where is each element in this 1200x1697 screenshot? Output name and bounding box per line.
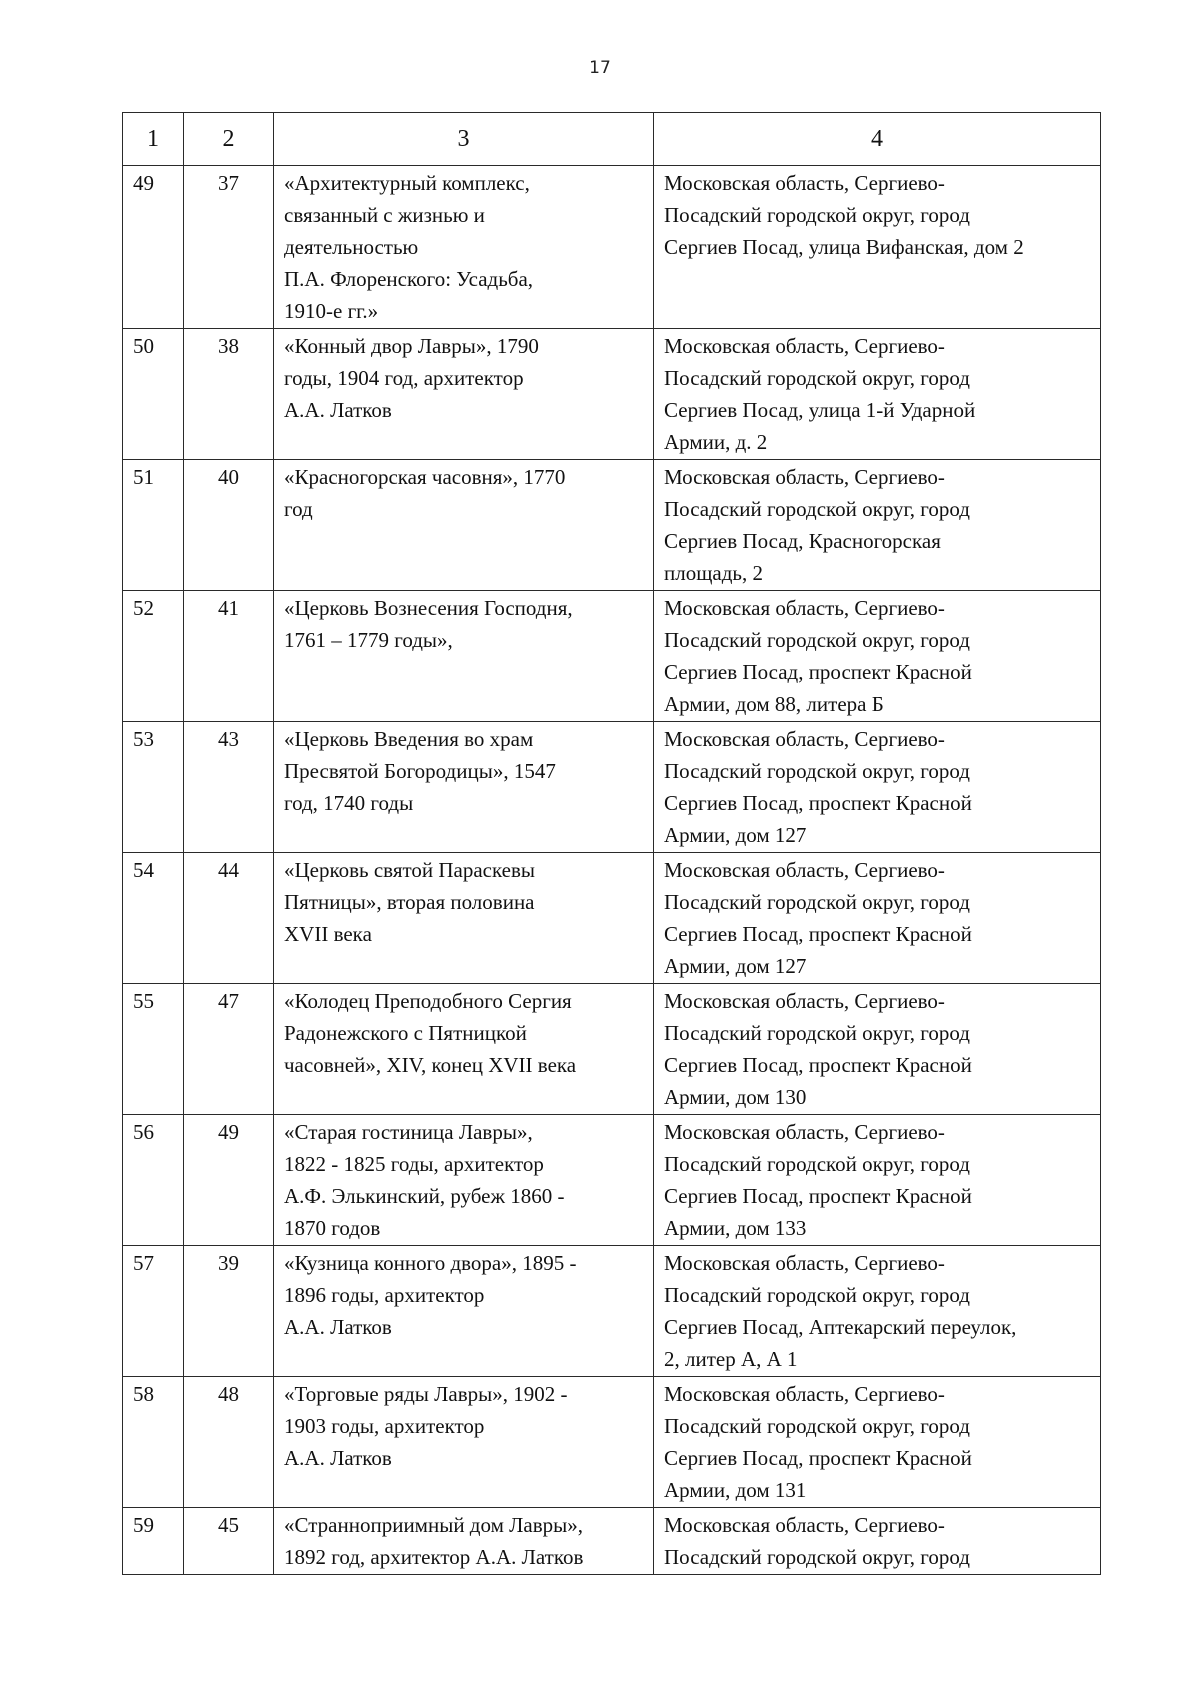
heritage-objects-table	[122, 112, 1101, 1575]
object-address-cell: Московская область, Сергиево- Посадский городской округ, город Сергиев Посад, проспект Красной Армии, дом 88, литера Б	[654, 591, 1101, 722]
table-header	[123, 113, 1101, 166]
object-number-cell: 37	[184, 166, 274, 329]
row-number-cell: 54	[123, 853, 184, 984]
table-row	[123, 722, 1101, 853]
object-address-cell: Московская область, Сергиево- Посадский городской округ, город Сергиев Посад, Красногорская площадь, 2	[654, 460, 1101, 591]
object-address-cell: Московская область, Сергиево- Посадский городской округ, город Сергиев Посад, проспект Красной Армии, дом 127	[654, 722, 1101, 853]
object-address-cell: Московская область, Сергиево- Посадский городской округ, город Сергиев Посад, проспект Красной Армии, дом 127	[654, 853, 1101, 984]
column-header-4: 4	[654, 113, 1101, 166]
object-address-cell: Московская область, Сергиево- Посадский городской округ, город	[654, 1508, 1101, 1575]
object-number-cell: 41	[184, 591, 274, 722]
table-row	[123, 460, 1101, 591]
object-number-cell: 44	[184, 853, 274, 984]
column-header-1: 1	[123, 113, 184, 166]
row-number-cell: 56	[123, 1115, 184, 1246]
row-number-cell: 51	[123, 460, 184, 591]
table-row	[123, 1115, 1101, 1246]
table-row	[123, 591, 1101, 722]
object-address-cell: Московская область, Сергиево- Посадский городской округ, город Сергиев Посад, улица 1-й Ударной Армии, д. 2	[654, 329, 1101, 460]
object-number-cell: 40	[184, 460, 274, 591]
column-header-2: 2	[184, 113, 274, 166]
table-row	[123, 984, 1101, 1115]
object-name-cell: «Конный двор Лавры», 1790 годы, 1904 год, архитектор А.А. Латков	[274, 329, 654, 460]
row-number-cell: 55	[123, 984, 184, 1115]
row-number-cell: 52	[123, 591, 184, 722]
object-address-cell: Московская область, Сергиево- Посадский городской округ, город Сергиев Посад, проспект Красной Армии, дом 133	[654, 1115, 1101, 1246]
object-name-cell: «Архитектурный комплекс, связанный с жизнью и деятельностью П.А. Флоренского: Усадьба, 1910-е гг.»	[274, 166, 654, 329]
object-address-cell: Московская область, Сергиево- Посадский городской округ, город Сергиев Посад, проспект Красной Армии, дом 131	[654, 1377, 1101, 1508]
object-name-cell: «Красногорская часовня», 1770 год	[274, 460, 654, 591]
object-number-cell: 49	[184, 1115, 274, 1246]
table-row	[123, 166, 1101, 329]
row-number-cell: 57	[123, 1246, 184, 1377]
table-body	[123, 166, 1101, 1575]
object-number-cell: 43	[184, 722, 274, 853]
object-address-cell: Московская область, Сергиево- Посадский городской округ, город Сергиев Посад, улица Вифанская, дом 2	[654, 166, 1101, 329]
object-name-cell: «Торговые ряды Лавры», 1902 - 1903 годы, архитектор А.А. Латков	[274, 1377, 654, 1508]
page-number: 17	[589, 58, 611, 78]
object-number-cell: 48	[184, 1377, 274, 1508]
header-row	[123, 113, 1101, 166]
table-row	[123, 853, 1101, 984]
object-name-cell: «Колодец Преподобного Сергия Радонежского с Пятницкой часовней», XIV, конец XVII века	[274, 984, 654, 1115]
object-name-cell: «Старая гостиница Лавры», 1822 - 1825 годы, архитектор А.Ф. Элькинский, рубеж 1860 - 1870 годов	[274, 1115, 654, 1246]
row-number-cell: 58	[123, 1377, 184, 1508]
row-number-cell: 50	[123, 329, 184, 460]
object-address-cell: Московская область, Сергиево- Посадский городской округ, город Сергиев Посад, проспект Красной Армии, дом 130	[654, 984, 1101, 1115]
object-name-cell: «Церковь Введения во храм Пресвятой Богородицы», 1547 год, 1740 годы	[274, 722, 654, 853]
object-name-cell: «Церковь Вознесения Господня, 1761 – 1779 годы»,	[274, 591, 654, 722]
table-row	[123, 1377, 1101, 1508]
table-row	[123, 329, 1101, 460]
object-name-cell: «Странноприимный дом Лавры», 1892 год, архитектор А.А. Латков	[274, 1508, 654, 1575]
row-number-cell: 59	[123, 1508, 184, 1575]
table-row	[123, 1246, 1101, 1377]
table-row	[123, 1508, 1101, 1575]
object-address-cell: Московская область, Сергиево- Посадский городской округ, город Сергиев Посад, Аптекарский переулок, 2, литер А, А 1	[654, 1246, 1101, 1377]
row-number-cell: 49	[123, 166, 184, 329]
object-number-cell: 39	[184, 1246, 274, 1377]
object-name-cell: «Кузница конного двора», 1895 - 1896 годы, архитектор А.А. Латков	[274, 1246, 654, 1377]
row-number-cell: 53	[123, 722, 184, 853]
object-number-cell: 47	[184, 984, 274, 1115]
object-number-cell: 45	[184, 1508, 274, 1575]
object-name-cell: «Церковь святой Параскевы Пятницы», вторая половина XVII века	[274, 853, 654, 984]
column-header-3: 3	[274, 113, 654, 166]
object-number-cell: 38	[184, 329, 274, 460]
